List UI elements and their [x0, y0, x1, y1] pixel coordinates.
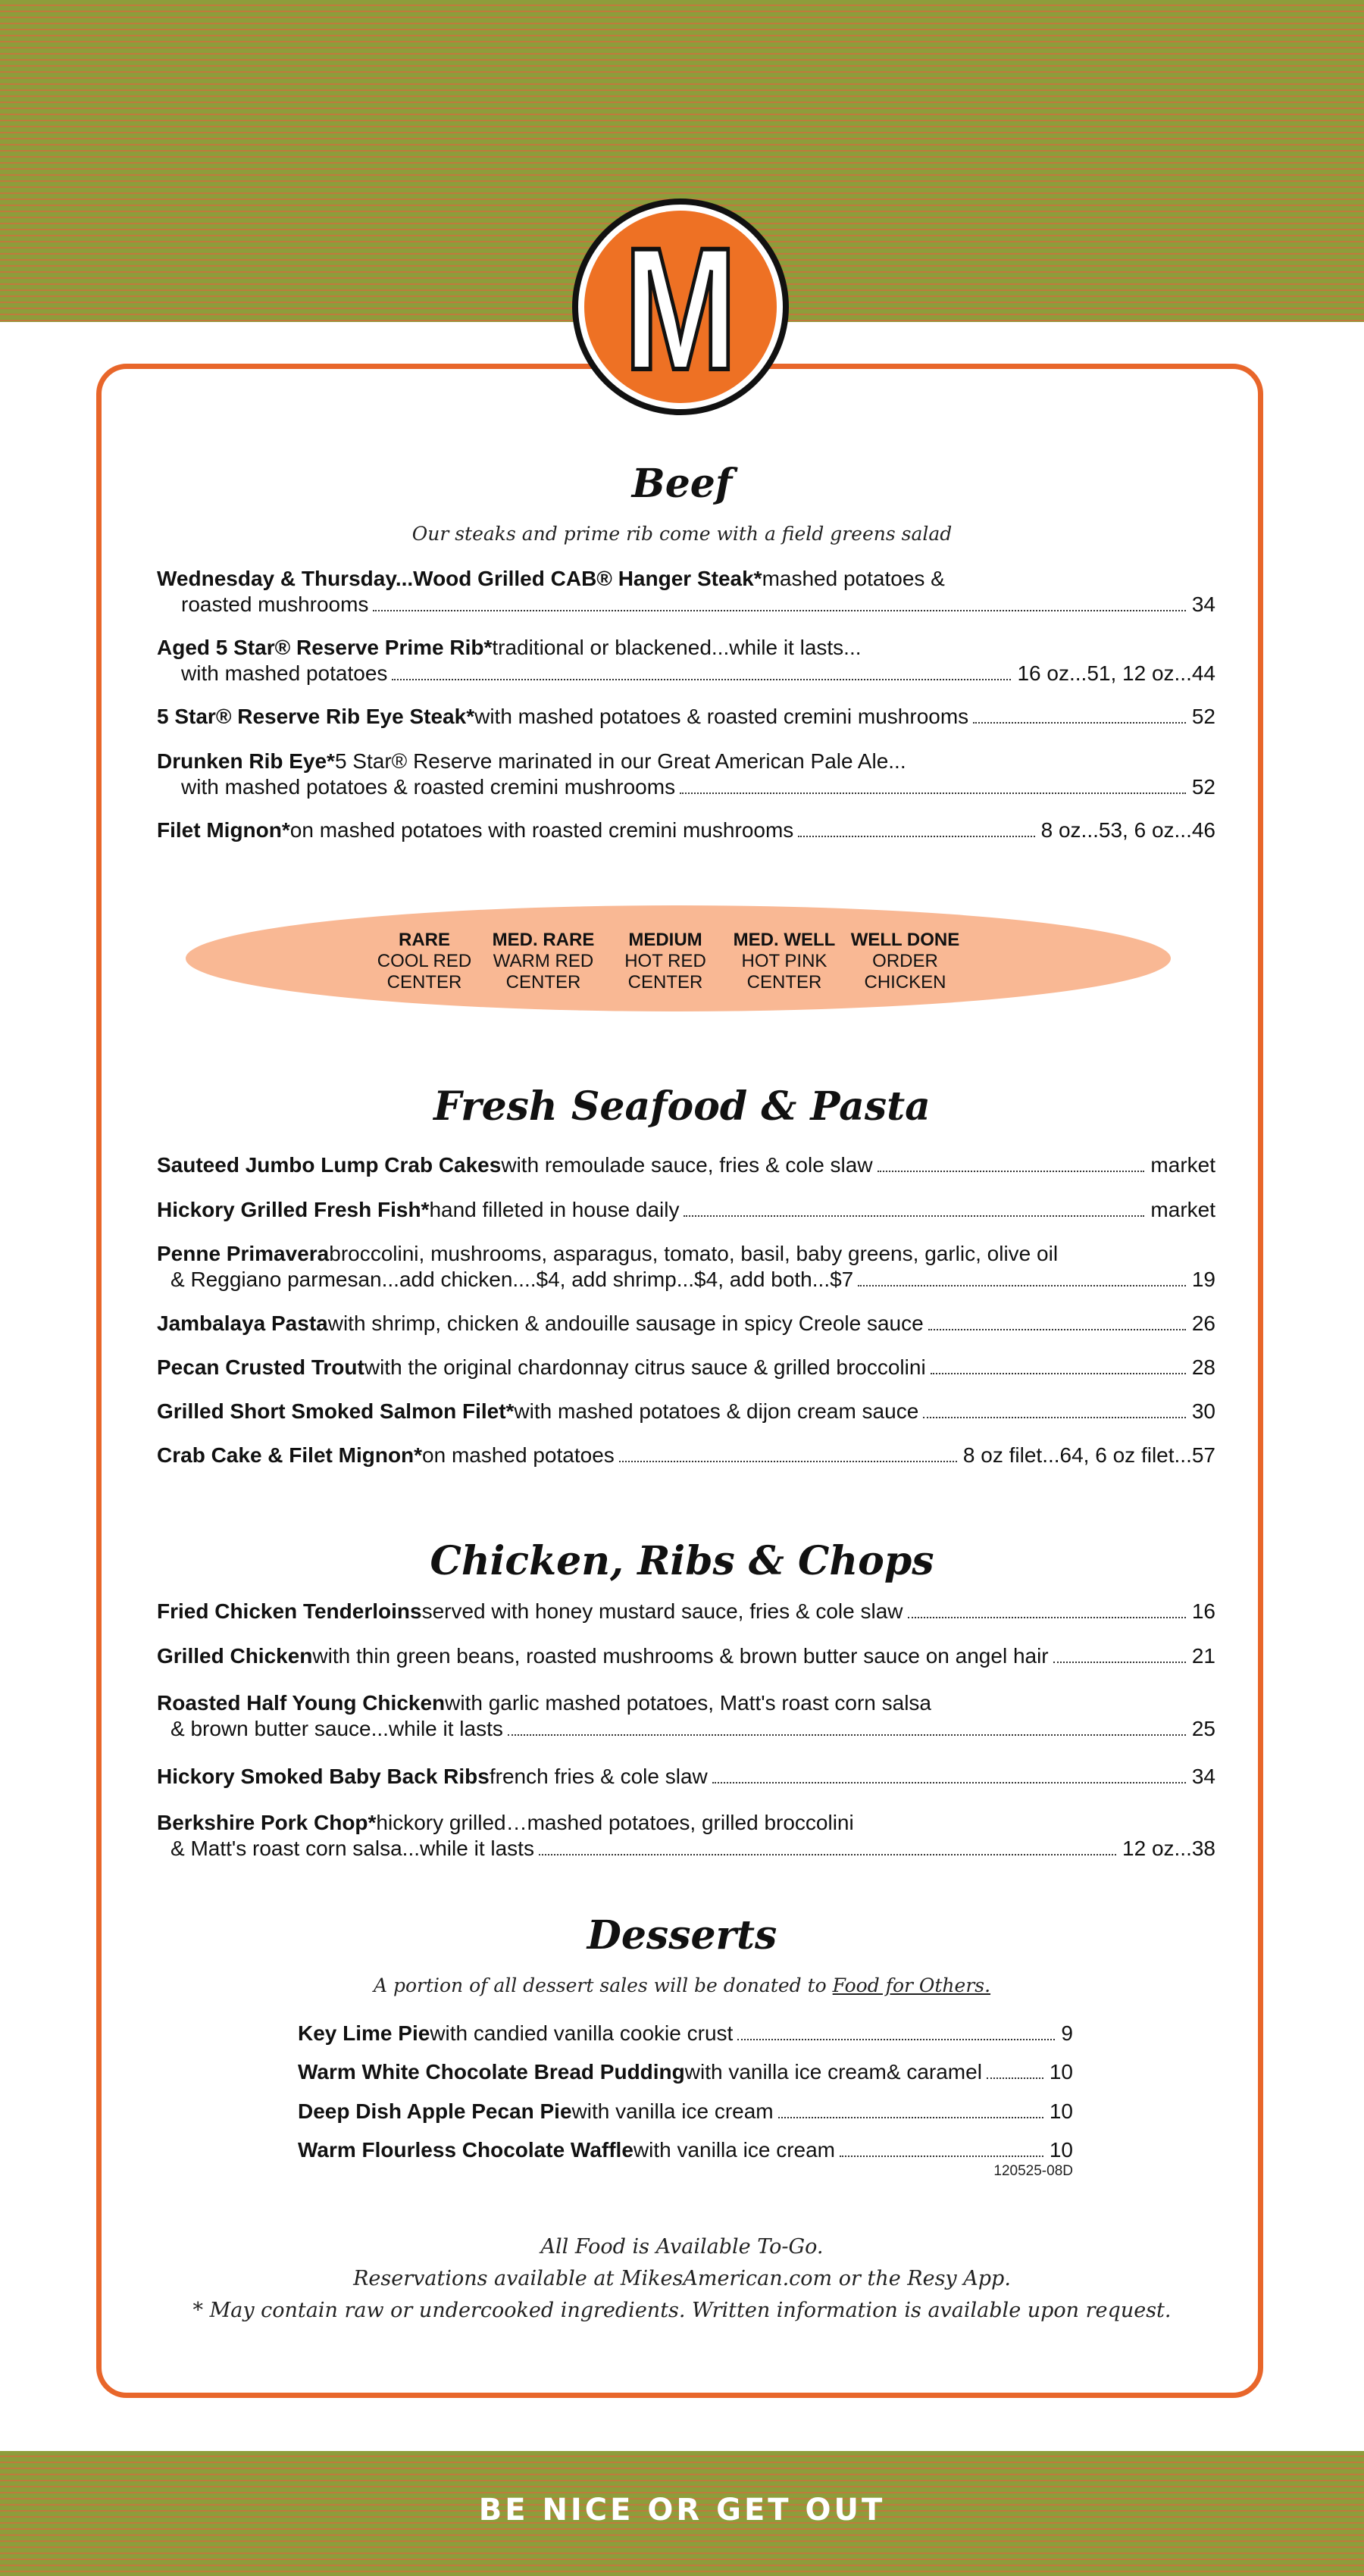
- logo-letter-m-icon: [616, 231, 745, 383]
- menu-item: Warm White Chocolate Bread Pudding with vanilla ice cream& caramel 10: [298, 2060, 1073, 2084]
- chicken-heading: Chicken, Ribs & Chops: [430, 1538, 934, 1584]
- to-go-note: All Food is Available To-Go.: [540, 2235, 824, 2259]
- seafood-heading: Fresh Seafood & Pasta: [433, 1083, 931, 1130]
- restaurant-logo: [572, 199, 789, 415]
- doneness-well-done: WELL DONE ORDER CHICKEN: [850, 930, 960, 993]
- svg-text:M: M: [624, 231, 737, 383]
- beef-heading: Beef: [631, 461, 733, 507]
- menu-item: Key Lime Pie with candied vanilla cookie crust 9: [298, 2021, 1073, 2045]
- menu-item: Crab Cake & Filet Mignon* on mashed potatoes 8 oz filet...64, 6 oz filet...57: [157, 1443, 1215, 1467]
- menu-item: Jambalaya Pasta with shrimp, chicken & andouille sausage in spicy Creole sauce 26: [157, 1311, 1215, 1335]
- menu-item: Penne Primavera broccolini, mushrooms, asparagus, tomato, basil, baby greens, garlic, olive oil & Reggiano parmesan...add chicken....$4, add shrimp...$4, add both...$7 19: [157, 1242, 1215, 1291]
- menu-item: Hickory Smoked Baby Back Ribs french fries & cole slaw 34: [157, 1765, 1215, 1788]
- slogan: BE NICE OR GET OUT: [478, 2493, 886, 2528]
- doneness-rare: RARE COOL RED CENTER: [377, 930, 472, 993]
- menu-item: Roasted Half Young Chicken with garlic mashed potatoes, Matt's roast corn salsa & brown butter sauce...while it lasts 25: [157, 1691, 1215, 1740]
- menu-item: Hickory Grilled Fresh Fish* hand filleted in house daily market: [157, 1198, 1215, 1221]
- allergy-disclaimer: * May contain raw or undercooked ingredients. Written information is available upon request.: [192, 2299, 1172, 2322]
- menu-item: Berkshire Pork Chop* hickory grilled…mashed potatoes, grilled broccolini & Matt's roast corn salsa...while it lasts 12 oz...38: [157, 1811, 1215, 1860]
- menu-item: Wednesday & Thursday...Wood Grilled CAB® Hanger Steak* mashed potatoes & roasted mushrooms 34: [157, 567, 1215, 616]
- menu-item: Grilled Short Smoked Salmon Filet* with mashed potatoes & dijon cream sauce 30: [157, 1399, 1215, 1423]
- beef-note: Our steaks and prime rib come with a field greens salad: [411, 523, 953, 545]
- reservations-note: Reservations available at MikesAmerican.com or the Resy App.: [353, 2267, 1011, 2290]
- menu-item: Deep Dish Apple Pecan Pie with vanilla ice cream 10: [298, 2099, 1073, 2123]
- menu-item: Fried Chicken Tenderloins served with honey mustard sauce, fries & cole slaw 16: [157, 1599, 1215, 1623]
- doneness-med-well: MED. WELL HOT PINK CENTER: [733, 930, 836, 993]
- desserts-heading: Desserts: [587, 1912, 777, 1959]
- menu-item: 5 Star® Reserve Rib Eye Steak* with mashed potatoes & roasted cremini mushrooms 52: [157, 705, 1215, 728]
- menu-item: Grilled Chicken with thin green beans, roasted mushrooms & brown butter sauce on angel hair 21: [157, 1644, 1215, 1668]
- menu-item: Warm Flourless Chocolate Waffle with vanilla ice cream 10: [298, 2138, 1073, 2162]
- menu-item: Sauteed Jumbo Lump Crab Cakes with remoulade sauce, fries & cole slaw market: [157, 1153, 1215, 1177]
- desserts-note: A portion of all dessert sales will be donated to Food for Others.: [373, 1974, 991, 1996]
- menu-item: Aged 5 Star® Reserve Prime Rib* traditional or blackened...while it lasts... with mashed potatoes 16 oz...51, 12 oz...44: [157, 636, 1215, 685]
- menu-item: Drunken Rib Eye* 5 Star® Reserve marinated in our Great American Pale Ale... with mashed potatoes & roasted cremini mushrooms 52: [157, 749, 1215, 799]
- doneness-med-rare: MED. RARE WARM RED CENTER: [492, 930, 595, 993]
- menu-item: Filet Mignon* on mashed potatoes with roasted cremini mushrooms 8 oz...53, 6 oz...46: [157, 818, 1215, 842]
- doneness-medium: MEDIUM HOT RED CENTER: [624, 930, 706, 993]
- menu-item: Pecan Crusted Trout with the original chardonnay citrus sauce & grilled broccolini 28: [157, 1355, 1215, 1379]
- charity-link: Food for Others.: [832, 1974, 991, 1996]
- menu-code: 120525-08D: [993, 2163, 1073, 2179]
